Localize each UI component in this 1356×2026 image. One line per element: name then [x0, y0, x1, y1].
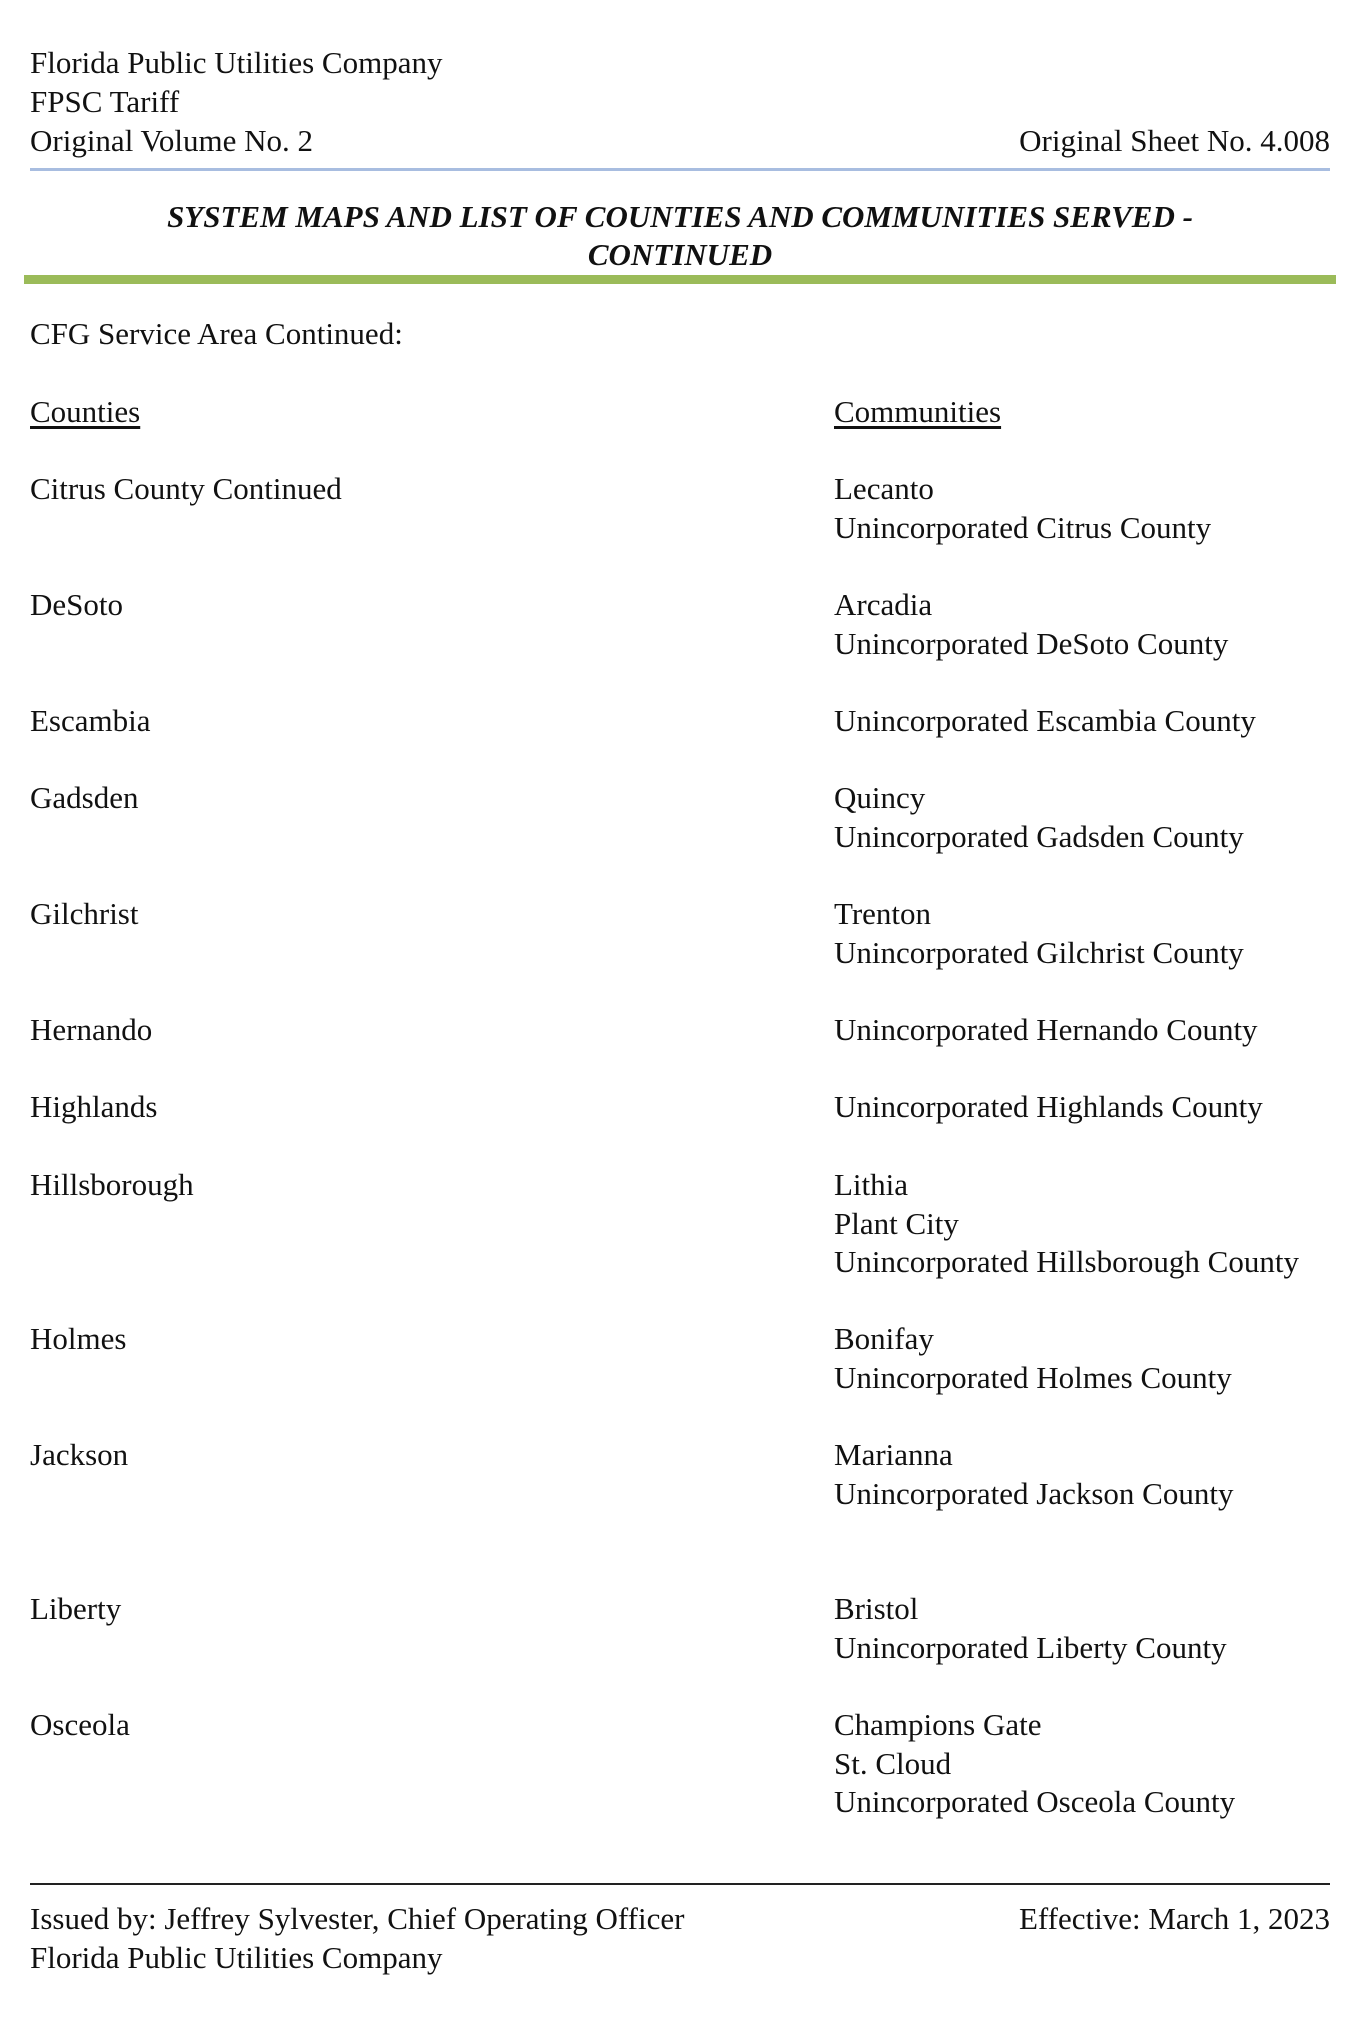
communities-escambia — [834, 702, 1256, 741]
title-divider — [24, 275, 1336, 284]
page-title-line-2: CONTINUED — [587, 237, 773, 272]
county-escambia: Escambia — [30, 703, 151, 738]
county-hernando: Hernando — [30, 1012, 153, 1047]
footer-company: Florida Public Utilities Company — [30, 1940, 443, 1975]
community-item: Unincorporated DeSoto County — [834, 625, 1229, 661]
community-item: Unincorporated Jackson County — [834, 1475, 1234, 1511]
community-item: Unincorporated Osceola County — [834, 1784, 1236, 1819]
community-item: Bristol — [834, 1591, 919, 1626]
communities-gilchrist — [834, 895, 1244, 972]
county-citrus: Citrus County Continued — [30, 471, 342, 506]
communities-osceola — [834, 1706, 1235, 1822]
community-item: St. Cloud — [834, 1745, 952, 1781]
community-item: Bonifay — [834, 1321, 934, 1356]
footer-issued-by: Issued by: Jeffrey Sylvester, Chief Operating Officer — [30, 1901, 685, 1936]
communities-desoto — [834, 586, 1228, 663]
community-item: Unincorporated Highlands County — [834, 1089, 1263, 1124]
community-item: Plant City — [834, 1205, 959, 1241]
communities-jackson — [834, 1436, 1233, 1513]
page-title-line-1: SYSTEM MAPS AND LIST OF COUNTIES AND COMMUNITIES SERVED - — [167, 199, 1193, 234]
county-osceola: Osceola — [30, 1707, 130, 1742]
community-item: Arcadia — [834, 587, 933, 622]
community-item: Quincy — [834, 780, 926, 815]
county-desoto: DeSoto — [30, 587, 123, 622]
county-jackson: Jackson — [30, 1437, 129, 1472]
community-item: Unincorporated Escambia County — [834, 703, 1256, 738]
communities-holmes — [834, 1320, 1232, 1397]
tariff-sheet — [30, 0, 1330, 2026]
communities-hillsborough — [834, 1166, 1299, 1282]
community-item: Unincorporated Gilchrist County — [834, 934, 1244, 970]
community-item: Unincorporated Liberty County — [834, 1629, 1227, 1665]
community-item: Lecanto — [834, 471, 934, 506]
community-item: Unincorporated Hillsborough County — [834, 1244, 1299, 1279]
page-title — [30, 198, 1330, 274]
communities-liberty — [834, 1590, 1227, 1667]
community-item: Lithia — [834, 1167, 909, 1202]
county-liberty: Liberty — [30, 1591, 122, 1626]
header-company: Florida Public Utilities Company — [30, 45, 443, 80]
communities-gadsden — [834, 779, 1244, 856]
county-holmes: Holmes — [30, 1321, 127, 1356]
header-tariff: FPSC Tariff — [30, 84, 180, 119]
community-item: Unincorporated Hernando County — [834, 1012, 1258, 1047]
county-gilchrist: Gilchrist — [30, 896, 139, 931]
communities-heading: Communities — [834, 394, 1002, 429]
footer-effective-date: Effective: March 1, 2023 — [1018, 1901, 1330, 1936]
header-sheet-number: Original Sheet No. 4.008 — [1019, 123, 1330, 158]
header-divider — [30, 168, 1330, 171]
header-volume: Original Volume No. 2 — [30, 123, 314, 158]
communities-hernando — [834, 1011, 1258, 1050]
community-item: Unincorporated Holmes County — [834, 1359, 1232, 1395]
counties-heading: Counties — [30, 394, 141, 429]
community-item: Champions Gate — [834, 1707, 1042, 1742]
county-gadsden: Gadsden — [30, 780, 139, 815]
county-hillsborough: Hillsborough — [30, 1167, 194, 1202]
community-item: Marianna — [834, 1437, 953, 1472]
community-item: Unincorporated Citrus County — [834, 509, 1212, 545]
community-item: Unincorporated Gadsden County — [834, 818, 1244, 854]
footer-divider — [30, 1883, 1330, 1885]
communities-citrus — [834, 470, 1211, 547]
county-highlands: Highlands — [30, 1089, 158, 1124]
intro-text: CFG Service Area Continued: — [30, 316, 403, 351]
communities-highlands — [834, 1088, 1263, 1127]
community-item: Trenton — [834, 896, 932, 931]
